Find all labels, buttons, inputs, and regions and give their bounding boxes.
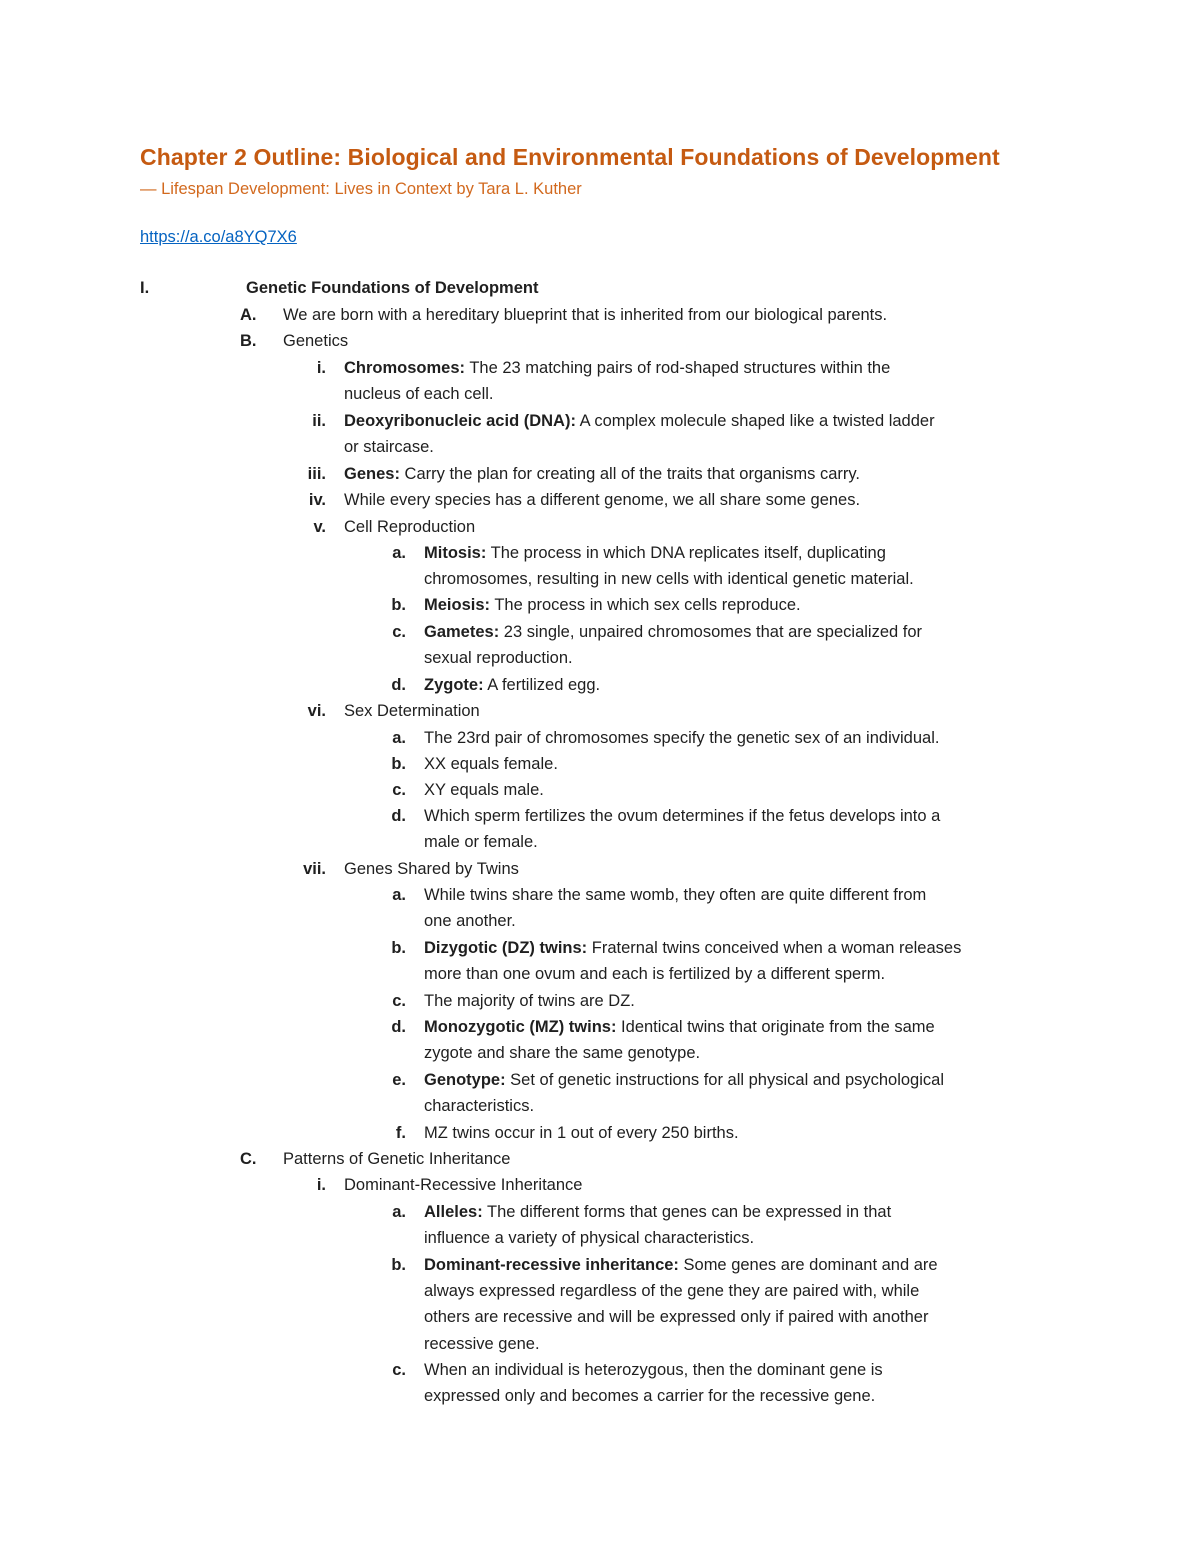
term-meiosis: Meiosis: — [424, 596, 491, 614]
outline-text: XY equals male. — [424, 781, 544, 799]
outline-marker: c. — [392, 992, 406, 1010]
definition-text: nucleus of each cell. — [344, 385, 494, 403]
definition-text: influence a variety of physical characteristics. — [424, 1229, 755, 1247]
definition-text: Carry the plan for creating all of the traits that organisms carry. — [399, 465, 860, 483]
definition-text: recessive gene. — [424, 1335, 540, 1353]
outline-text: XX equals female. — [424, 755, 558, 773]
outline-marker: I. — [140, 279, 150, 297]
term-monozygotic: Monozygotic (MZ) twins: — [424, 1018, 617, 1036]
term-zygote: Zygote: — [424, 676, 484, 694]
term-mitosis: Mitosis: — [424, 544, 487, 562]
outline-marker: b. — [391, 939, 406, 957]
outline-marker: iv. — [308, 491, 326, 509]
definition-text: Fraternal twins conceived when a woman releases — [587, 939, 962, 957]
definition-text: Identical twins that originate from the same — [616, 1018, 935, 1036]
outline-text: Dominant-Recessive Inheritance — [344, 1176, 583, 1194]
outline-text: When an individual is heterozygous, then the dominant gene is — [424, 1361, 883, 1379]
definition-text: A complex molecule shaped like a twisted ladder — [575, 412, 935, 430]
outline-text: Patterns of Genetic Inheritance — [283, 1150, 511, 1168]
outline-marker: i. — [316, 1176, 326, 1194]
outline-marker: a. — [392, 886, 406, 904]
outline-text: Genetics — [283, 332, 349, 350]
term-alleles: Alleles: — [424, 1203, 483, 1221]
term-dizygotic: Dizygotic (DZ) twins: — [424, 939, 588, 957]
definition-text: Set of genetic instructions for all physical and psychological — [505, 1071, 944, 1089]
definition-text: always expressed regardless of the gene they are paired with, while — [424, 1282, 920, 1300]
outline-marker: a. — [392, 729, 406, 747]
outline-marker: c. — [392, 781, 406, 799]
outline-text: While twins share the same womb, they often are quite different from — [424, 886, 927, 904]
definition-text: zygote and share the same genotype. — [424, 1044, 701, 1062]
source-link[interactable]: https://a.co/a8YQ7X6 — [140, 228, 297, 246]
outline-marker: d. — [391, 807, 406, 825]
outline-marker: vi. — [307, 702, 326, 720]
definition-text: chromosomes, resulting in new cells with identical genetic material. — [424, 570, 914, 588]
book-subtitle: — Lifespan Development: Lives in Context by Tara L. Kuther — [140, 180, 582, 198]
outline-text: expressed only and becomes a carrier for the recessive gene. — [424, 1387, 876, 1405]
term-genes: Genes: — [344, 465, 400, 483]
outline-marker: b. — [391, 596, 406, 614]
outline-text: We are born with a hereditary blueprint that is inherited from our biological parents. — [283, 306, 888, 324]
outline-text: Genes Shared by Twins — [344, 860, 519, 878]
outline-text: Sex Determination — [344, 702, 480, 720]
outline-text: Cell Reproduction — [344, 518, 476, 536]
outline-marker: A. — [240, 306, 257, 324]
definition-text: characteristics. — [424, 1097, 535, 1115]
section-heading: Genetic Foundations of Development — [246, 279, 539, 297]
definition-text: more than one ovum and each is fertilized by a different sperm. — [424, 965, 886, 983]
outline-text: While every species has a different genome, we all share some genes. — [344, 491, 861, 509]
outline-marker: v. — [313, 518, 326, 536]
definition-text: A fertilized egg. — [483, 676, 601, 694]
outline-text: one another. — [424, 912, 516, 930]
definition-text: 23 single, unpaired chromosomes that are specialized for — [499, 623, 923, 641]
outline-marker: d. — [391, 1018, 406, 1036]
outline-text: The majority of twins are DZ. — [424, 992, 635, 1010]
definition-text: or staircase. — [344, 438, 434, 456]
definition-text: The 23 matching pairs of rod-shaped structures within the — [465, 359, 891, 377]
outline-marker: ii. — [312, 412, 326, 430]
outline-text: male or female. — [424, 833, 538, 851]
outline-marker: a. — [392, 544, 406, 562]
outline-marker: c. — [392, 1361, 406, 1379]
term-dominant-recessive: Dominant-recessive inheritance: — [424, 1256, 679, 1274]
outline-marker: f. — [395, 1124, 406, 1142]
term-dna: Deoxyribonucleic acid (DNA): — [344, 412, 576, 430]
outline-marker: B. — [240, 332, 257, 350]
page-title: Chapter 2 Outline: Biological and Environmental Foundations of Development — [140, 144, 1000, 170]
outline-marker: C. — [240, 1150, 257, 1168]
outline-marker: a. — [392, 1203, 406, 1221]
outline-marker: b. — [391, 1256, 406, 1274]
definition-text: sexual reproduction. — [424, 649, 573, 667]
definition-text: The process in which sex cells reproduce. — [490, 596, 801, 614]
outline-text: Which sperm fertilizes the ovum determines if the fetus develops into a — [424, 807, 941, 825]
outline-marker: vii. — [303, 860, 326, 878]
definition-text: The different forms that genes can be expressed in that — [482, 1203, 892, 1221]
outline-marker: iii. — [307, 465, 326, 483]
term-gametes: Gametes: — [424, 623, 500, 641]
outline-marker: d. — [391, 676, 406, 694]
outline-marker: c. — [392, 623, 406, 641]
definition-text: Some genes are dominant and are — [678, 1256, 938, 1274]
outline-marker: i. — [316, 359, 326, 377]
outline-text: The 23rd pair of chromosomes specify the genetic sex of an individual. — [424, 729, 940, 747]
definition-text: others are recessive and will be expressed only if paired with another — [424, 1308, 929, 1326]
outline-marker: b. — [391, 755, 406, 773]
term-chromosomes: Chromosomes: — [344, 359, 466, 377]
outline-marker: e. — [392, 1071, 406, 1089]
outline-text: MZ twins occur in 1 out of every 250 births. — [424, 1124, 739, 1142]
term-genotype: Genotype: — [424, 1071, 506, 1089]
definition-text: The process in which DNA replicates itself, duplicating — [486, 544, 886, 562]
